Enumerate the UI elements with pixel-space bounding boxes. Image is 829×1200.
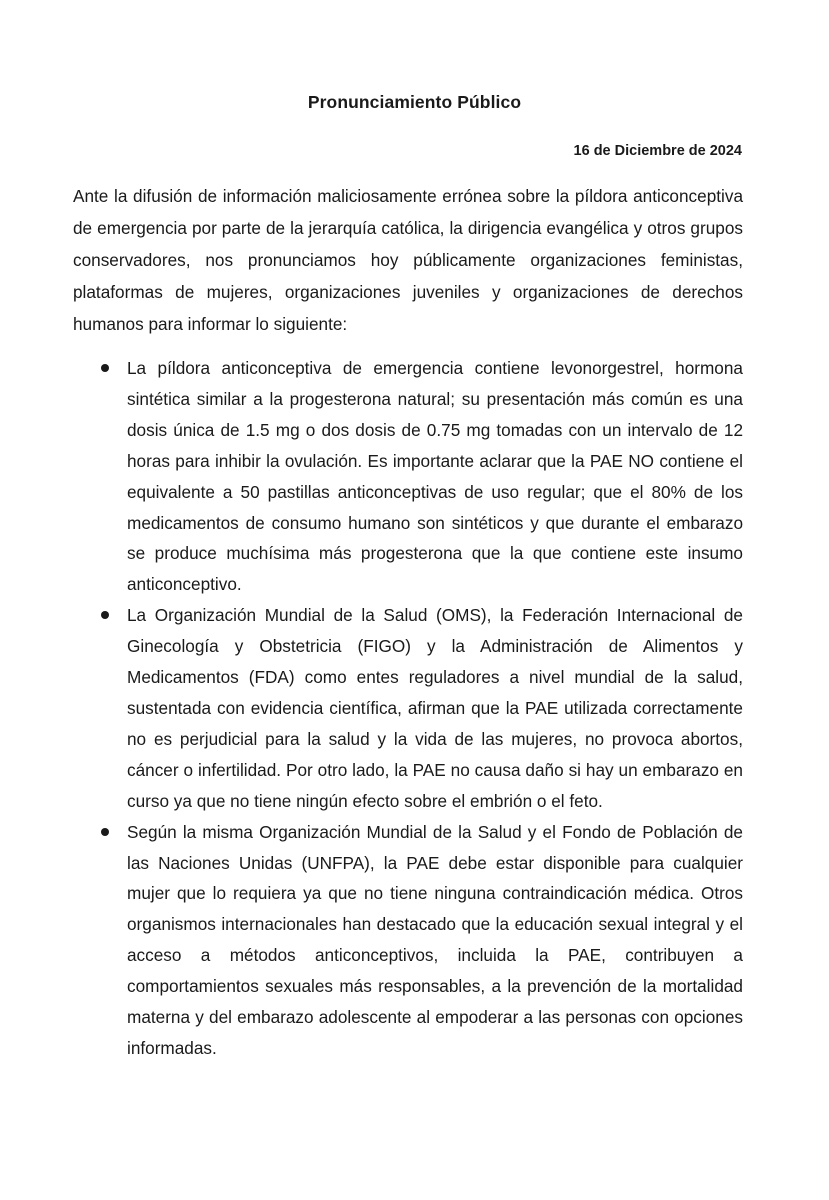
bullet-item-levonorgestrel	[73, 353, 743, 600]
document-title: Pronunciamiento Público	[307, 92, 522, 112]
bullet-icon	[101, 611, 109, 619]
bullet-list	[73, 353, 743, 1064]
bullet-text: La Organización Mundial de la Salud (OMS), la Federación Internacional de Ginecología y Obstetricia (FIGO) y la Administración de Alimentos y Medicamentos (FDA) como entes reguladores a nivel mundial de la salud, sustentada con evidencia científica, afirman que la PAE utilizada correctamente no es perjudicial para la salud y la vida de las mujeres, no provoca abortos, cáncer o infertilidad. Por otro lado, la PAE no causa daño si hay un embarazo en curso ya que no tiene ningún efecto sobre el embrión o el feto.	[127, 605, 743, 811]
intro-paragraph: Ante la difusión de información maliciosamente errónea sobre la píldora anticonceptiva de emergencia por parte de la jerarquía católica, la dirigencia evangélica y otros grupos conservadores, nos pronunciamos hoy públicamente organizaciones feministas, plataformas de mujeres, organizaciones juveniles y organizaciones de derechos humanos para informar lo siguiente:	[73, 186, 743, 334]
bullet-icon	[101, 828, 109, 836]
bullet-text: Según la misma Organización Mundial de la Salud y el Fondo de Población de las Naciones Unidas (UNFPA), la PAE debe estar disponible para cualquier mujer que lo requiera ya que no tiene ninguna contraindicación médica. Otros organismos internacionales han destacado que la educación sexual integral y el acceso a métodos anticonceptivos, incluida la PAE, contribuyen a comportamientos sexuales más responsables, a la prevención de la mortalidad materna y del embarazo adolescente al empoderar a las personas con opciones informadas.	[127, 821, 743, 1058]
bullet-text: La píldora anticonceptiva de emergencia contiene levonorgestrel, hormona sintética similar a la progesterona natural; su presentación más común es una dosis única de 1.5 mg o dos dosis de 0.75 mg tomadas con un intervalo de 12 horas para inhibir la ovulación. Es importante aclarar que la PAE NO contiene el equivalente a 50 pastillas anticonceptivas de uso regular; que el 80% de los medicamentos de consumo humano son sintéticos y que durante el embarazo se produce muchísima más progesterona que la que contiene este insumo anticonceptivo.	[127, 358, 743, 595]
bullet-item-oms-figo-fda	[73, 600, 743, 816]
bullet-icon	[101, 364, 109, 372]
bullet-item-unfpa	[73, 817, 743, 1064]
document-date: 16 de Diciembre de 2024	[573, 143, 742, 159]
